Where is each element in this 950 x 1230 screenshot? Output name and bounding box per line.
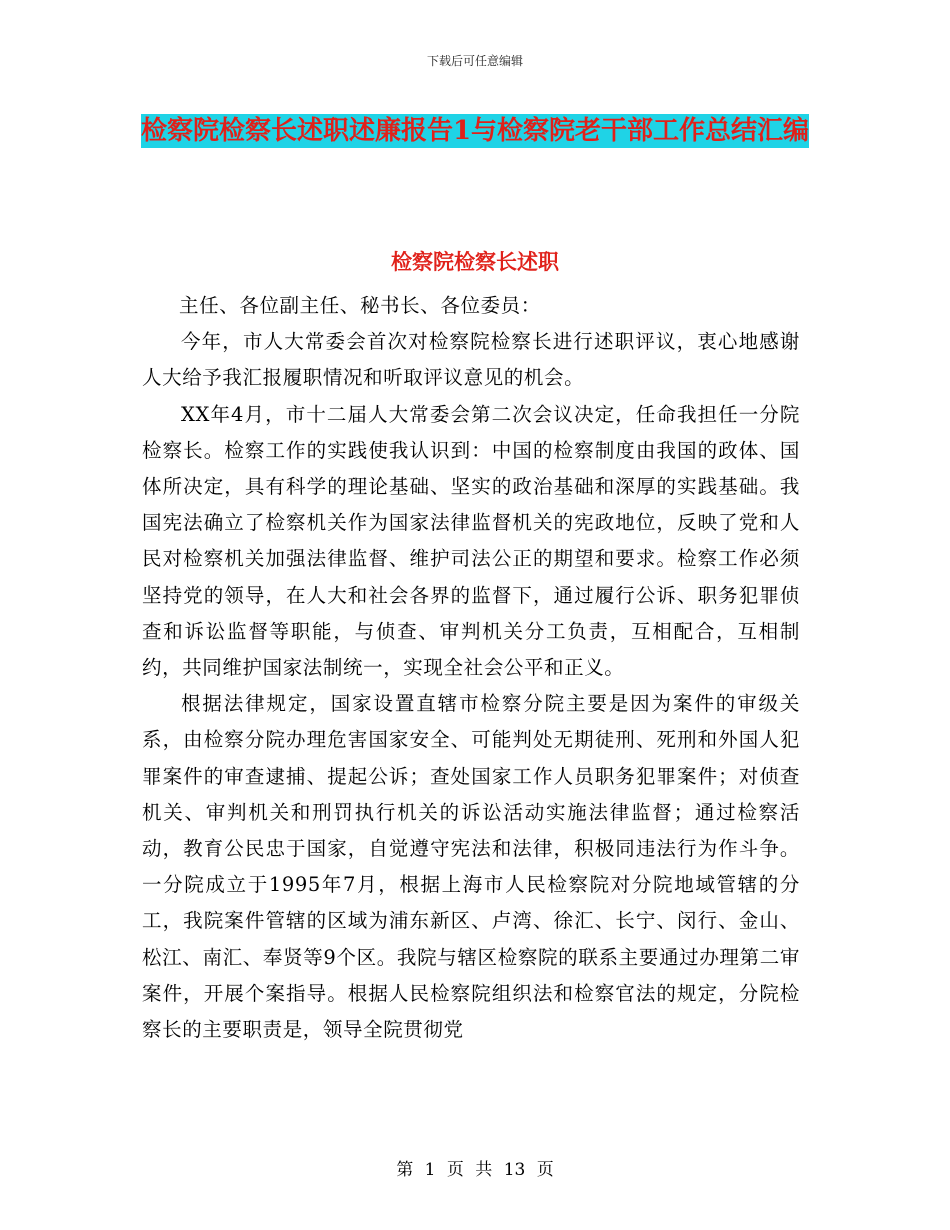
section-heading: 检察院检察长述职	[391, 249, 559, 274]
body-paragraph: 根据法律规定，国家设置直辖市检察分院主要是因为案件的审级关系，由检察分院办理危害国家安全、可能判处无期徒刑、死刑和外国人犯罪案件的审查逮捕、提起公诉；查处国家工作人员职务犯罪案件；对侦查机关、审判机关和刑罚执行机关的诉讼活动实施法律监督；通过检察活动，教育公民忠于国家，自觉遵守宪法和法律，积极同违法行为作斗争。一分院成立于1995年7月，根据上海市人民检察院对分院地域管辖的分工，我院案件管辖的区域为浦东新区、卢湾、徐汇、长宁、闵行、金山、松江、南汇、奉贤等9个区。我院与辖区检察院的联系主要通过办理第二审案件，开展个案指导。根据人民检察院组织法和检察官法的规定，分院检察长的主要职责是，领导全院贯彻党	[142, 692, 800, 1042]
salutation: 主任、各位副主任、秘书长、各位委员：	[179, 294, 541, 317]
body-paragraph: XX年4月，市十二届人大常委会第二次会议决定，任命我担任一分院检察长。检察工作的实践使我认识到：中国的检察制度由我国的政体、国体所决定，具有科学的理论基础、坚实的政治基础和深厚的实践基础。我国宪法确立了检察机关作为国家法律监督机关的宪政地位，反映了党和人民对检察机关加强法律监督、维护司法公正的期望和要求。检察工作必须坚持党的领导，在人大和社会各界的监督下，通过履行公诉、职务犯罪侦查和诉讼监督等职能，与侦查、审判机关分工负责，互相配合，互相制约，共同维护国家法制统一，实现全社会公平和正义。	[142, 402, 800, 680]
document-title-text: 检察院检察长述职述廉报告1与检察院老干部工作总结汇编	[140, 116, 810, 146]
document-body	[142, 288, 800, 1048]
page-header-note: 下载后可任意编辑	[426, 54, 523, 68]
body-paragraph: 今年，市人大常委会首次对检察院检察长进行述职评议，衷心地感谢人大给予我汇报履职情况和听取评议意见的机会。	[142, 330, 800, 390]
page-number: 第 1 页 共 13 页	[396, 1160, 554, 1180]
document-title	[140, 108, 810, 154]
